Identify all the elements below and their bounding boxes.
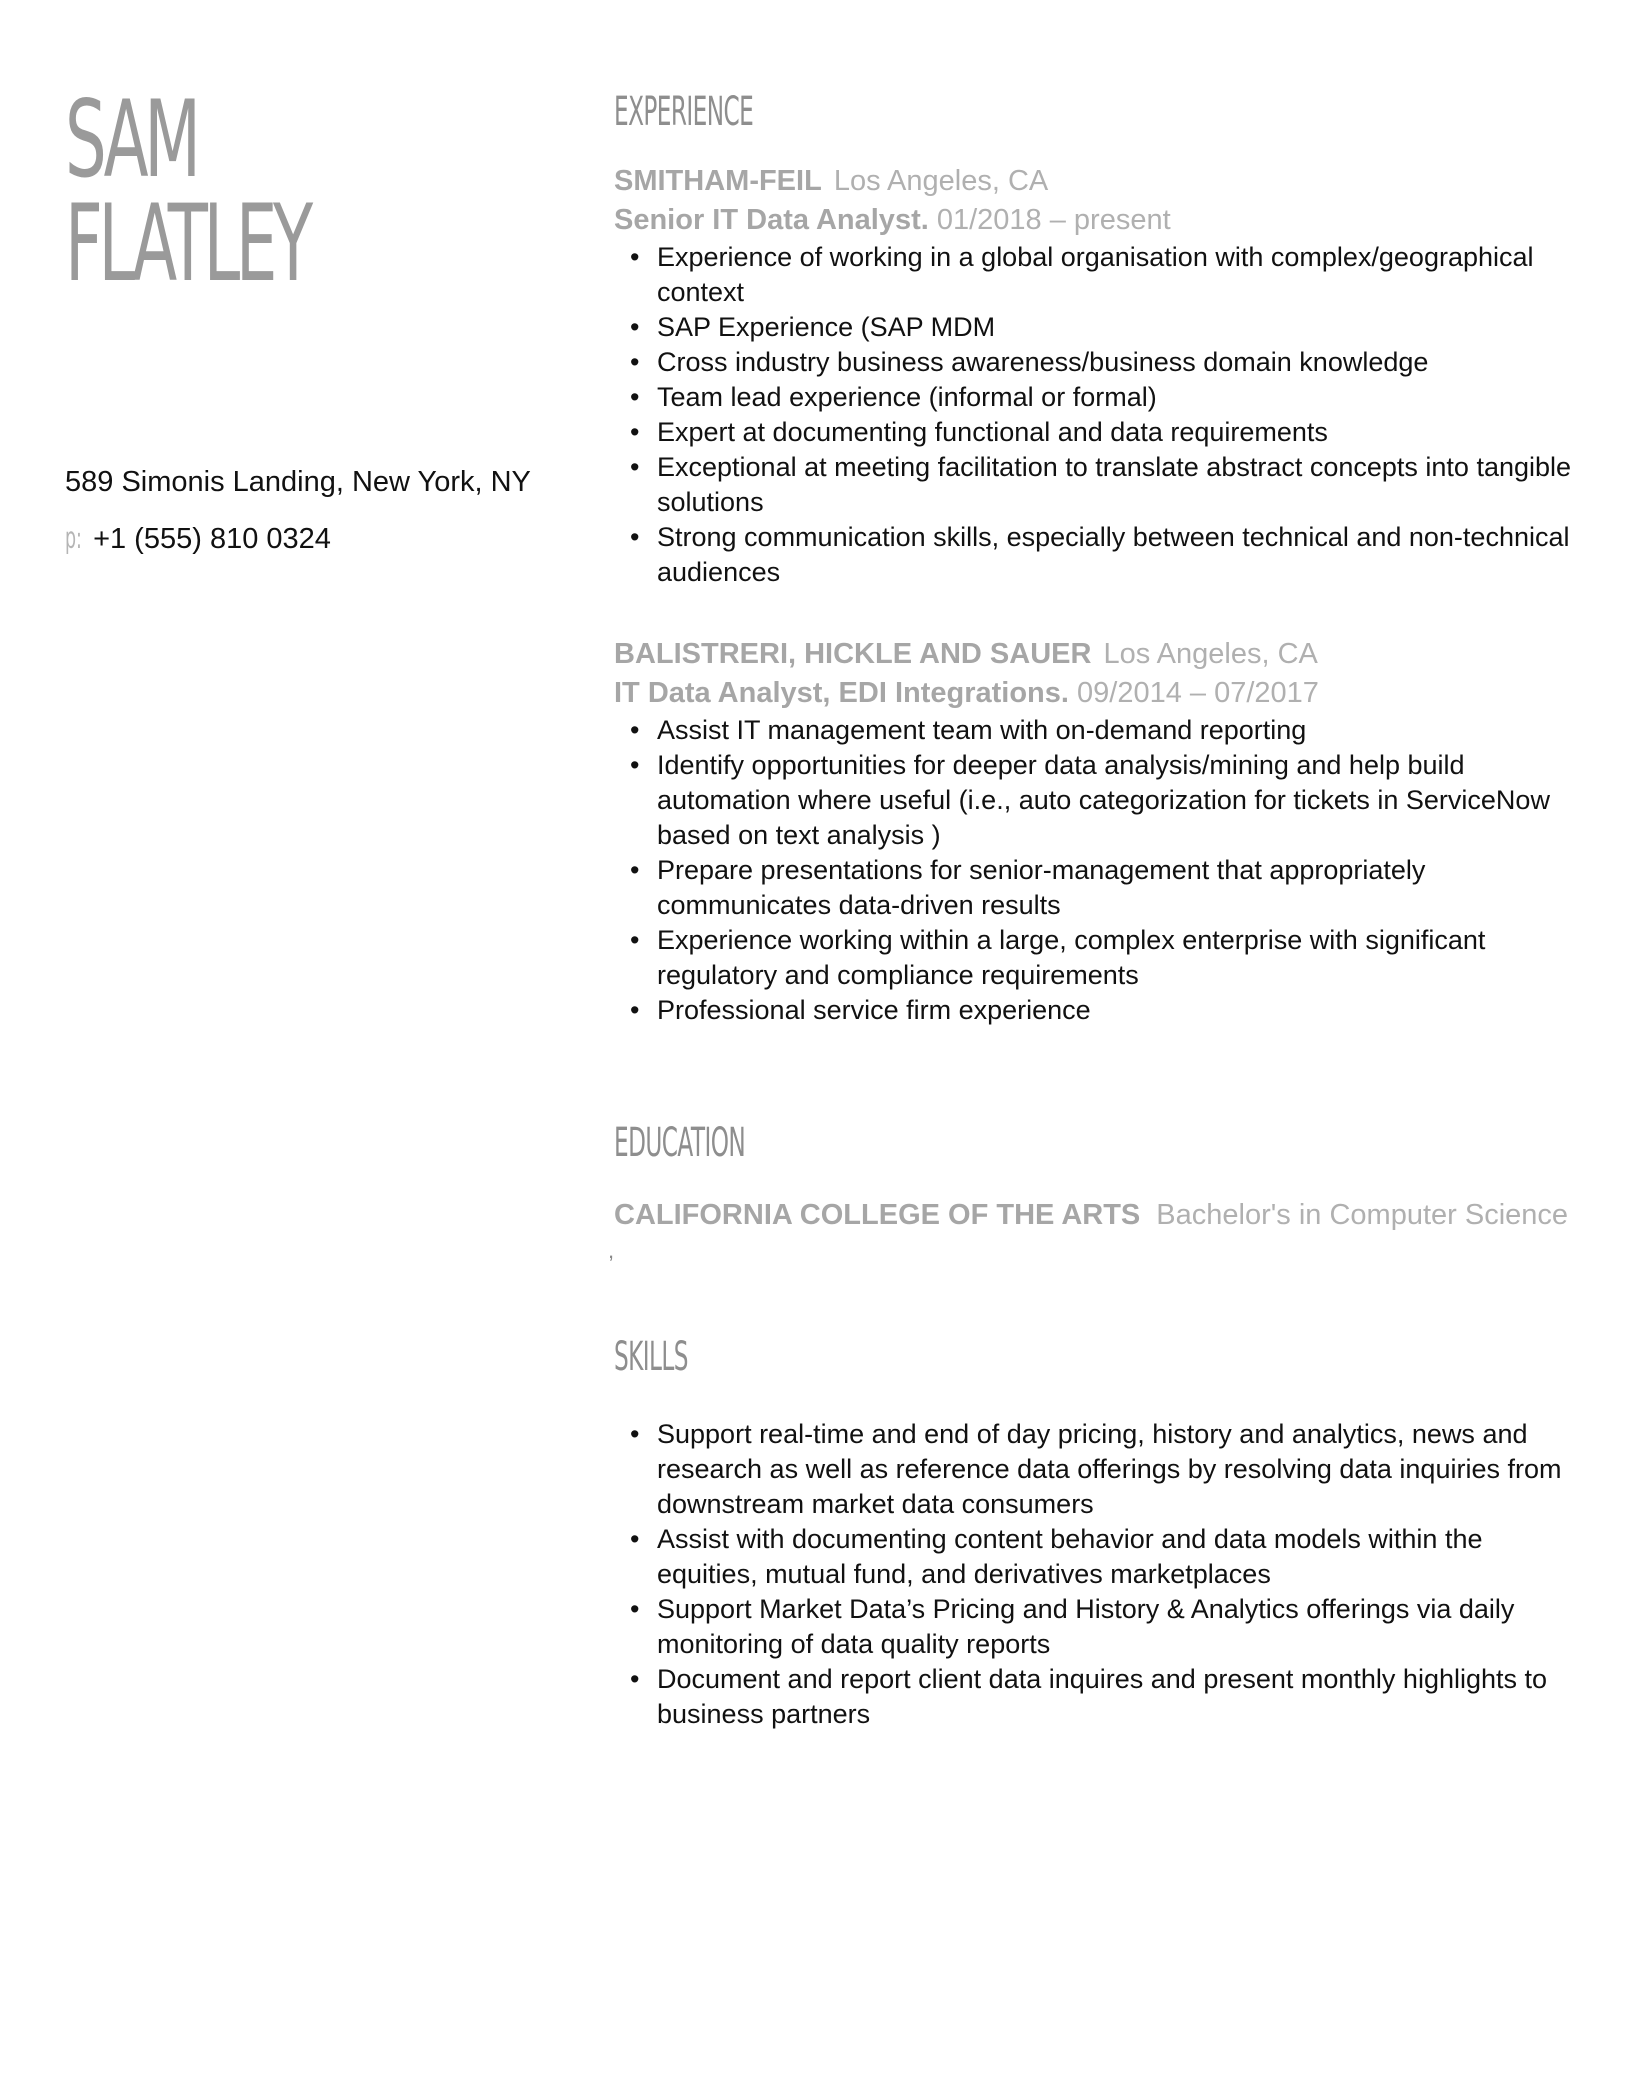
job-header	[614, 635, 1574, 674]
job-company: BALISTRERI, HICKLE AND SAUER	[614, 638, 1092, 670]
job-role-line	[614, 201, 1574, 240]
candidate-last-name: FLATLEY	[65, 182, 309, 305]
job-location: Los Angeles, CA	[1103, 638, 1318, 670]
job-bullets	[614, 240, 1574, 590]
bullet-item: • Assist with documenting content behavior and data models within the equities, mutual fund, and derivatives marketplaces	[614, 1522, 1574, 1592]
phone-label: p:	[65, 521, 82, 555]
bullet-item: • Support real-time and end of day pricing, history and analytics, news and research as well as reference data offerings by resolving data inquiries from downstream market data consumers	[614, 1417, 1574, 1522]
job-role: Senior IT Data Analyst.	[614, 204, 929, 236]
bullet-item: • Strong communication skills, especially between technical and non-technical audiences	[614, 520, 1574, 590]
bullet-item: • Support Market Data’s Pricing and History & Analytics offerings via daily monitoring of data quality reports	[614, 1592, 1574, 1662]
bullet-item: • Assist IT management team with on-demand reporting	[614, 713, 1574, 748]
education-section	[608, 1113, 1574, 1263]
bullet-item: • Experience of working in a global organisation with complex/geographical context	[614, 240, 1574, 310]
bullet-item: • Exceptional at meeting facilitation to translate abstract concepts into tangible solutions	[614, 450, 1574, 520]
job-dates: 09/2014 – 07/2017	[1077, 677, 1319, 709]
education-degree: Bachelor's in Computer Science	[1156, 1199, 1569, 1231]
bullet-item: • Team lead experience (informal or formal)	[614, 380, 1574, 415]
job-role-line	[614, 674, 1574, 713]
job-company: SMITHAM-FEIL	[614, 165, 822, 197]
skills-section	[614, 1327, 1574, 1732]
job-header	[614, 162, 1574, 201]
bullet-item: • Professional service firm experience	[614, 993, 1574, 1028]
job-dates: 01/2018 – present	[936, 204, 1171, 236]
experience-section	[614, 82, 1574, 1028]
skills-bullets	[614, 1417, 1574, 1732]
experience-title: EXPERIENCE	[614, 89, 754, 135]
job-bullets	[614, 713, 1574, 1028]
address: 589 Simonis Landing, New York, NY	[65, 466, 531, 498]
bullet-item: • Identify opportunities for deeper data analysis/mining and help build automation where useful (i.e., auto categorization for tickets in ServiceNow based on text analysis )	[614, 748, 1574, 853]
bullet-item: • Experience working within a large, complex enterprise with significant regulatory and compliance requirements	[614, 923, 1574, 993]
education-title: EDUCATION	[614, 1120, 746, 1166]
skills-title: SKILLS	[614, 1334, 688, 1380]
contact-block	[65, 462, 585, 559]
bullet-item: • Cross industry business awareness/business domain knowledge	[614, 345, 1574, 380]
job-location: Los Angeles, CA	[833, 165, 1049, 197]
education-entry	[614, 1195, 1574, 1235]
left-column	[65, 78, 585, 555]
bullet-item: • SAP Experience (SAP MDM	[614, 310, 1574, 345]
bullet-item: • Expert at documenting functional and data requirements	[614, 415, 1574, 450]
phone-line	[65, 518, 585, 559]
job-role: IT Data Analyst, EDI Integrations.	[614, 677, 1069, 709]
job-entry	[614, 162, 1574, 590]
right-column	[608, 82, 1574, 1732]
education-school: CALIFORNIA COLLEGE OF THE ARTS	[614, 1199, 1141, 1231]
job-entry	[614, 635, 1574, 1028]
phone-number: +1 (555) 810 0324	[93, 523, 331, 555]
bullet-item: • Document and report client data inquires and present monthly highlights to business partners	[614, 1662, 1574, 1732]
bullet-item: • Prepare presentations for senior-management that appropriately communicates data-driven results	[614, 853, 1574, 923]
education-trailing-comma: ,	[608, 1238, 615, 1263]
candidate-first-name: SAM	[65, 78, 197, 201]
